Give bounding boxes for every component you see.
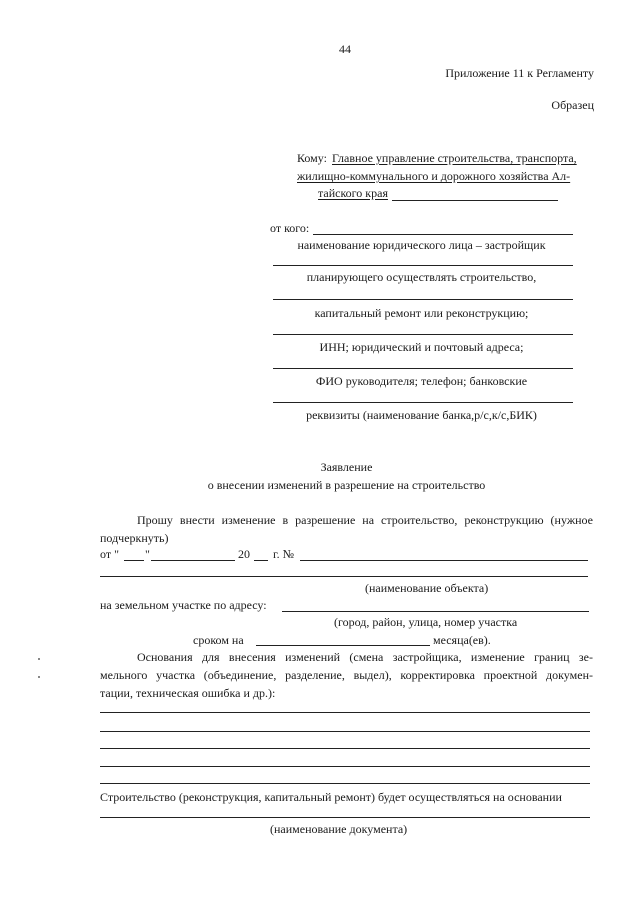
sender-hint-1: наименование юридического лица – застройщик — [297, 238, 546, 252]
year-field[interactable] — [254, 560, 268, 561]
sender-hint-4: ИНН; юридический и почтовый адреса; — [319, 340, 524, 354]
basis-field-2[interactable] — [100, 731, 590, 732]
land-address-label: на земельном участке по адресу: — [100, 598, 267, 612]
basis-field-4[interactable] — [100, 766, 590, 767]
recipient-line-2: жилищно-коммунального и дорожного хозяйства Ал- — [297, 169, 571, 183]
scan-dot — [38, 676, 40, 678]
basis-text-line-2: мельного участка (объединение, разделение, выдел), корректировка проектной докумен- — [100, 668, 593, 682]
document-name-field[interactable] — [100, 817, 590, 818]
sender-hint-3: капитальный ремонт или реконструкцию; — [314, 306, 529, 320]
recipient-line-3: тайского края — [318, 186, 388, 200]
permit-number-field[interactable] — [300, 560, 588, 561]
sender-field-2[interactable] — [273, 265, 573, 266]
document-name-hint: (наименование документа) — [270, 822, 408, 836]
basis-field-3[interactable] — [100, 748, 590, 749]
number-label: г. № — [273, 547, 295, 561]
sender-hint-6: реквизиты (наименование банка,р/с,к/с,БИК) — [306, 408, 537, 422]
request-text-line-1: Прошу внести изменение в разрешение на строительство, реконструкцию (нужное — [137, 513, 593, 527]
sample-label: Образец — [551, 98, 594, 112]
document-title: Заявление — [320, 460, 373, 474]
month-field[interactable] — [151, 560, 235, 561]
basis-field-1[interactable] — [100, 712, 590, 713]
document-subtitle: о внесении изменений в разрешение на строительство — [207, 478, 486, 492]
land-address-field[interactable] — [282, 611, 589, 612]
object-hint: (наименование объекта) — [365, 581, 489, 595]
appendix-reference: Приложение 11 к Регламенту — [445, 66, 594, 80]
sender-label: от кого: — [270, 221, 310, 235]
object-field[interactable] — [100, 576, 588, 577]
request-text-line-2: подчеркнуть) — [100, 531, 169, 545]
term-field[interactable] — [256, 645, 430, 646]
basis-text-line-3: тации, техническая ошибка и др.): — [100, 686, 276, 700]
scan-dot — [38, 658, 40, 660]
quote-close: " — [145, 547, 150, 561]
construction-basis-text: Строительство (реконструкция, капитальный ремонт) будет осуществляться на основании — [100, 790, 562, 804]
sender-field-3[interactable] — [273, 299, 573, 300]
from-label: от " — [100, 547, 119, 561]
sender-field-1[interactable] — [313, 234, 573, 235]
basis-field-5[interactable] — [100, 783, 590, 784]
recipient-label: Кому: — [297, 151, 327, 165]
year-prefix: 20 — [238, 547, 250, 561]
term-label: сроком на — [193, 633, 244, 647]
sender-hint-2: планирующего осуществлять строительство, — [306, 270, 537, 284]
term-unit: месяца(ев). — [433, 633, 491, 647]
sender-field-5[interactable] — [273, 368, 573, 369]
sender-hint-5: ФИО руководителя; телефон; банковские — [315, 374, 528, 388]
recipient-line-1: Главное управление строительства, транспорта, — [332, 151, 577, 165]
sender-field-6[interactable] — [273, 402, 573, 403]
sender-field-4[interactable] — [273, 334, 573, 335]
recipient-blank-line[interactable] — [392, 200, 558, 201]
address-hint: (город, район, улица, номер участка — [334, 615, 518, 629]
basis-text-line-1: Основания для внесения изменений (смена застройщика, изменение границ зе- — [137, 650, 593, 664]
day-field[interactable] — [124, 560, 144, 561]
page-number: 44 — [339, 42, 351, 56]
